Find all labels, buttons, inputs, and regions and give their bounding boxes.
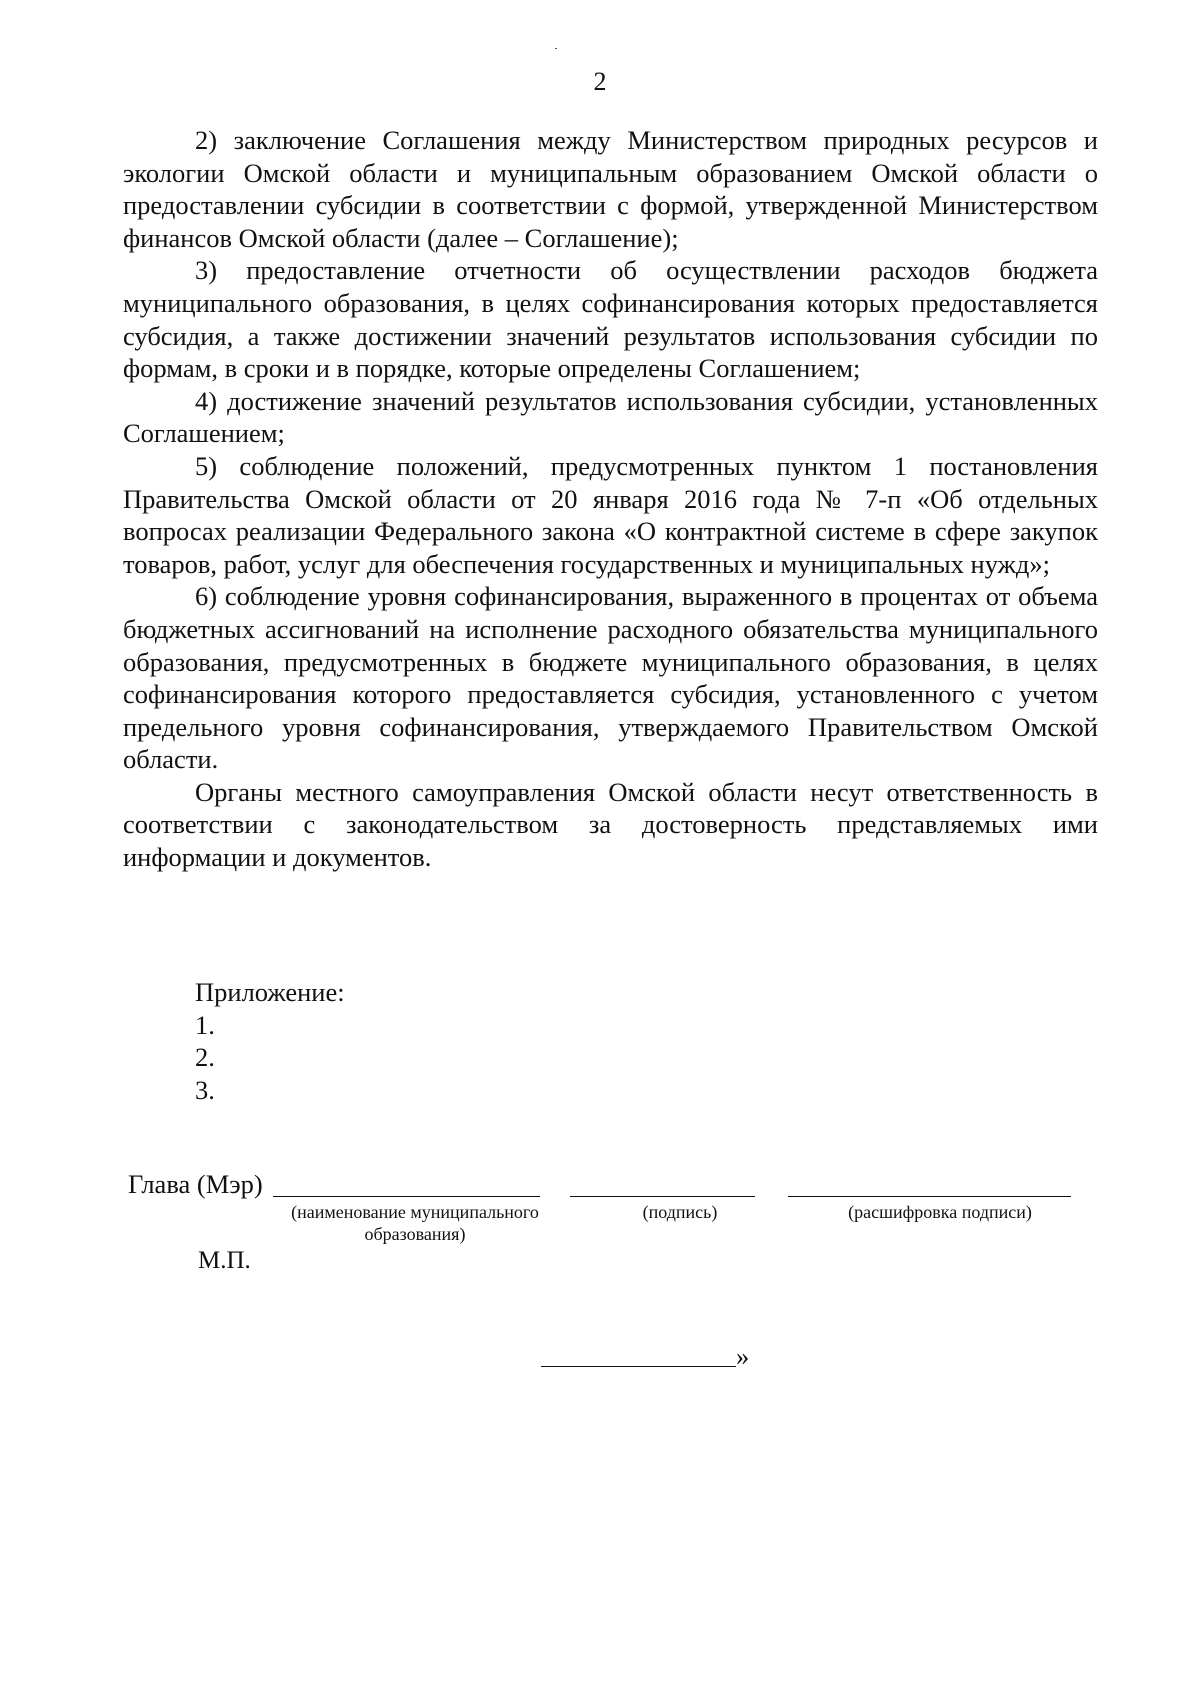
municipality-caption-line-2: образования) xyxy=(364,1224,466,1244)
paragraph-item-2: 2) заключение Соглашения между Министерством природных ресурсов и экологии Омской области и муниципальным образованием Омской области о предоставлении субсидии в соответствии с формой, утвержденной Министерством финансов Омской области (далее – Соглашение); xyxy=(123,125,1098,253)
paragraph-item-5: 5) соблюдение положений, предусмотренных пунктом 1 постановления Правительства Омской области от 20 января 2016 года № 7-п «Об отдельных вопросах реализации Федерального закона «О контрактной системе в сфере закупок товаров, работ, услуг для обеспечения государственных и муниципальных нужд»; xyxy=(123,450,1098,579)
paragraph-item-3: 3) предоставление отчетности об осуществлении расходов бюджета муниципального образования, в целях софинансирования которых предоставляется субсидия, а также достижении значений результатов использования субсидии по формам, в сроки и в порядке, которые определены Соглашением; xyxy=(123,255,1098,384)
closing-blank-line xyxy=(541,1366,736,1367)
signature-caption: (подпись) xyxy=(642,1202,718,1222)
municipality-name-line xyxy=(273,1196,540,1197)
attachments-heading: Приложение: xyxy=(195,977,345,1007)
attachment-item-2: 2. xyxy=(195,1042,215,1073)
paragraph-item-4: 4) достижение значений результатов использования субсидии, установленных Соглашением; xyxy=(123,385,1098,449)
attachment-item-1: 1. xyxy=(195,1009,215,1040)
municipality-caption-line-1: (наименование муниципального xyxy=(291,1202,539,1222)
attachments-list xyxy=(195,976,345,1106)
closing-quote: » xyxy=(736,1341,750,1371)
decoding-caption: (расшифровка подписи) xyxy=(848,1202,1032,1222)
document-body xyxy=(123,124,1098,874)
paragraph-item-6: 6) соблюдение уровня софинансирования, выраженного в процентах от объема бюджетных ассигнований на исполнение расходного обязательства муниципального образования, предусмотренных в бюджете муниципального образования, в целях софинансирования которого предоставляется субсидия, установленного с учетом предельного уровня софинансирования, утверждаемого Правительством Омской области. xyxy=(123,581,1098,775)
paragraph-responsibility: Органы местного самоуправления Омской области несут ответственность в соответствии с законодательством за достоверность представляемых ими информации и документов. xyxy=(123,776,1098,873)
scan-speck xyxy=(555,48,557,49)
closing-mark xyxy=(541,1340,761,1374)
signature-title: Глава (Мэр) xyxy=(128,1169,263,1199)
stamp-place-mark: М.П. xyxy=(198,1247,251,1274)
municipality-caption xyxy=(270,1201,560,1245)
signature-line xyxy=(570,1196,755,1197)
page-number: 2 xyxy=(593,67,607,96)
signature-decoding-line xyxy=(788,1196,1071,1197)
attachment-item-3: 3. xyxy=(195,1074,215,1105)
signature-block xyxy=(0,1168,1200,1278)
